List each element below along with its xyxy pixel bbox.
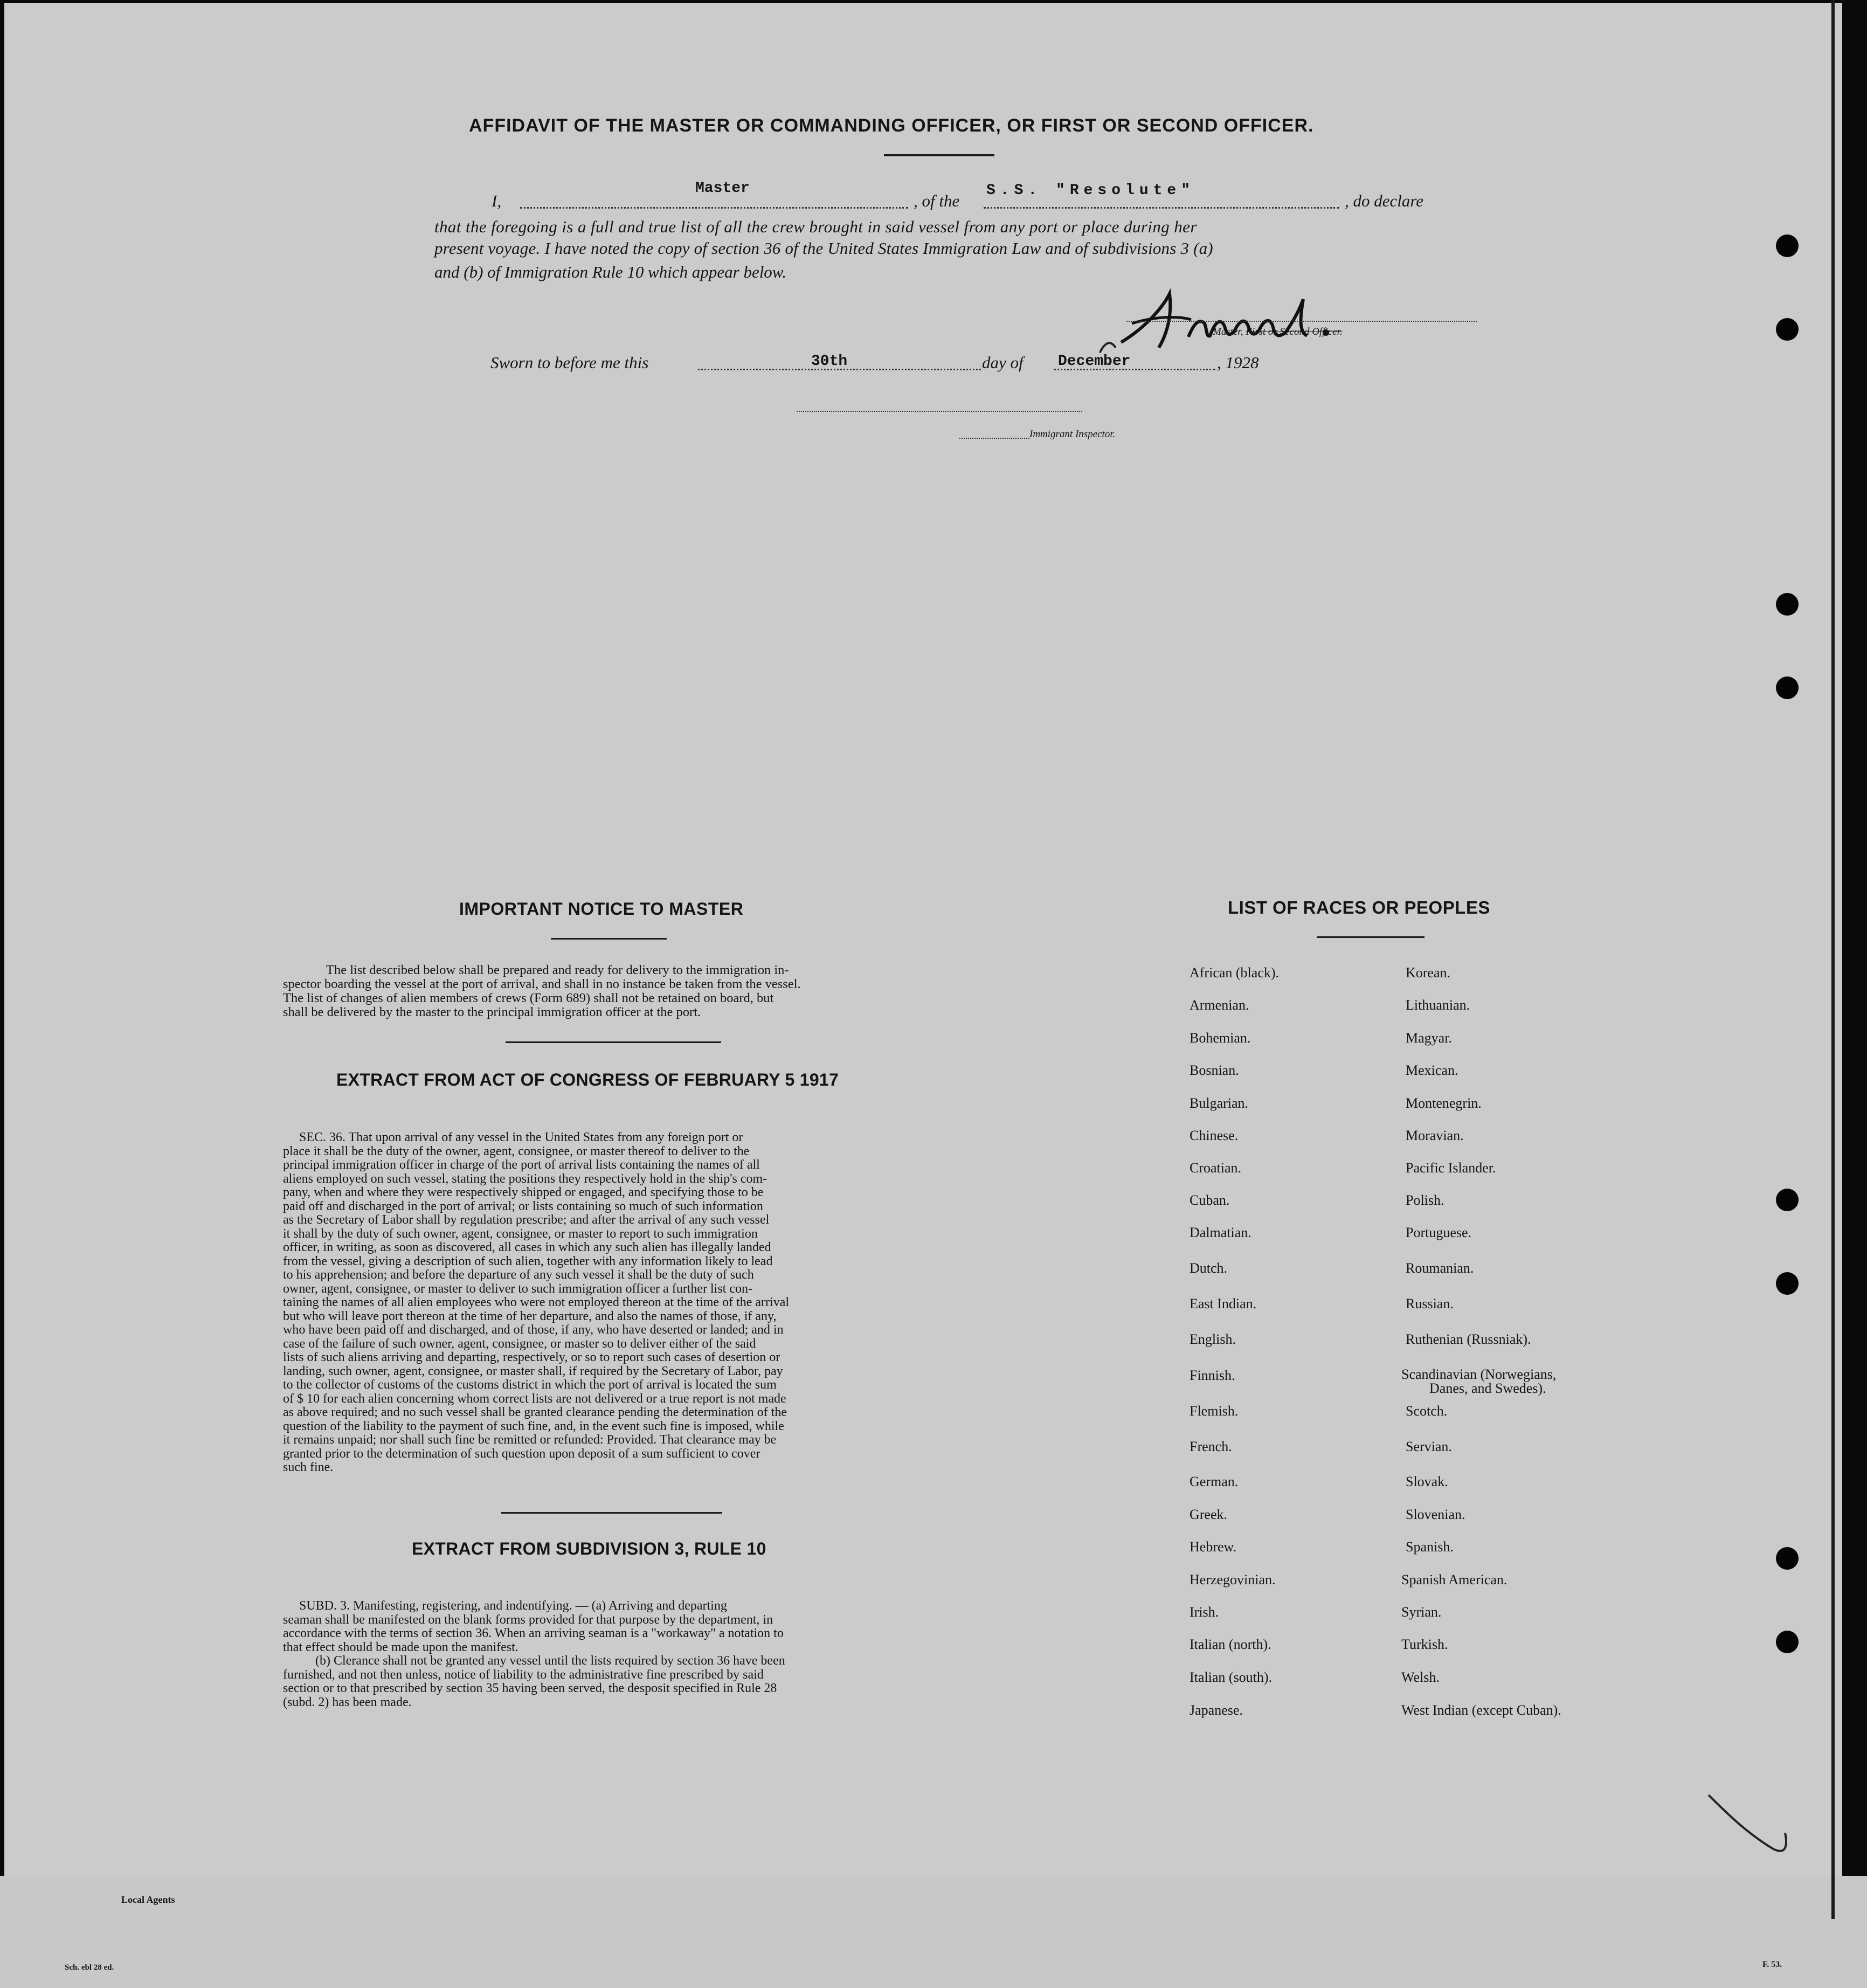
race-item: Russian.	[1406, 1296, 1454, 1311]
of-the-text: , of the	[914, 191, 960, 210]
do-declare-text: , do declare	[1345, 191, 1424, 210]
rule-10-line: (b) Clerance shall not be granted any vessel until the lists required by section 36 have been	[315, 1654, 785, 1668]
race-item: Croatian.	[1190, 1160, 1242, 1176]
rule-10-line: accordance with the terms of section 36. When an arriving seaman is a "workaway" a notation to	[283, 1626, 784, 1640]
punch-hole	[1776, 318, 1799, 341]
page-edge-line	[1831, 0, 1835, 1919]
sworn-text: Sworn to before me this	[490, 353, 649, 372]
section-36-line: as above required; and no such vessel shall be granted clearance pending the determination of the	[283, 1405, 787, 1419]
race-item: East Indian.	[1190, 1296, 1257, 1311]
race-item: Moravian.	[1406, 1128, 1464, 1143]
race-item: Herzegovinian.	[1190, 1572, 1276, 1587]
race-item: Welsh.	[1401, 1669, 1440, 1685]
rule-10-line: seaman shall be manifested on the blank forms provided for that purpose by the department, in	[283, 1612, 773, 1627]
section-36-line: pany, when and where they were respectively shipped or engaged, and specifying those to be	[283, 1185, 764, 1199]
rule-10-line: that effect should be made upon the manifest.	[283, 1640, 518, 1654]
race-item: German.	[1190, 1474, 1239, 1489]
race-item: Flemish.	[1190, 1403, 1239, 1419]
affidavit-title: AFFIDAVIT OF THE MASTER OR COMMANDING OFFICER, OR FIRST OR SECOND OFFICER.	[469, 115, 1314, 136]
race-item: Japanese.	[1190, 1702, 1243, 1718]
form-number: F. 53.	[1762, 1960, 1782, 1969]
section-36-line: taining the names of all alien employees who were not employed thereon at the time of the arrival	[283, 1295, 790, 1309]
race-item	[1401, 1368, 1556, 1396]
race-item: Bosnian.	[1190, 1062, 1239, 1078]
section-36-line: as the Secretary of Labor shall by regulation prescribe; and after the arrival of any such vessel	[283, 1213, 770, 1227]
race-item: English.	[1190, 1331, 1236, 1347]
race-item: Pacific Islander.	[1406, 1160, 1496, 1176]
race-item: Cuban.	[1190, 1192, 1230, 1208]
notice-rule	[551, 938, 667, 940]
section-36-line: from the vessel, giving a description of such alien, together with any information likely to lead	[283, 1254, 773, 1268]
race-item: African (black).	[1190, 965, 1280, 981]
master-caption: Master,	[1213, 326, 1243, 337]
inspector-line-2	[959, 438, 1029, 439]
punch-hole	[1776, 1189, 1799, 1211]
race-item: Slovenian.	[1406, 1507, 1465, 1522]
section-36-line: granted prior to the determination of such question upon deposit of a sum sufficient to cover	[283, 1446, 760, 1461]
affidavit-line4: and (b) of Immigration Rule 10 which appear below.	[434, 263, 786, 281]
section-36-line: but who will leave port thereon at the time of her departure, and also the names of those, if any,	[283, 1309, 777, 1323]
race-item-line: Danes, and Swedes).	[1429, 1380, 1546, 1396]
section-36-line: case of the failure of such owner, agent, consignee, or master so to deliver either of the said	[283, 1336, 756, 1351]
notice-text	[283, 963, 938, 1019]
race-item: Italian (south).	[1190, 1669, 1273, 1685]
race-item: Turkish.	[1401, 1637, 1448, 1652]
race-item: Spanish.	[1406, 1539, 1454, 1555]
section-36-line: paid off and discharged in the port of arrival; or lists containing so much of such information	[283, 1199, 763, 1213]
section-36-line: principal immigration officer in charge of the port of arrival lists containing the names of all	[283, 1158, 760, 1172]
races-rule	[1317, 936, 1425, 938]
day-of-text: day of	[982, 353, 1024, 372]
section-36-line: to his apprehension; and before the departure of any such vessel it shall be the duty of such	[283, 1268, 754, 1282]
notice-line: shall be delivered by the master to the principal immigration officer at the port.	[283, 1005, 701, 1019]
punch-hole	[1776, 1547, 1799, 1570]
race-item: Roumanian.	[1406, 1260, 1474, 1276]
race-item: Chinese.	[1190, 1128, 1239, 1143]
extract-act-title: EXTRACT FROM ACT OF CONGRESS OF FEBRUARY 5 1917	[336, 1070, 839, 1089]
section-36-line: question of the liability to the payment of such fine, and, in the event such fine is imposed, while	[283, 1419, 784, 1433]
punch-hole	[1776, 677, 1799, 699]
race-item: Syrian.	[1401, 1604, 1442, 1620]
punch-hole	[1776, 593, 1799, 616]
race-item: Dalmatian.	[1190, 1225, 1251, 1240]
race-item: Slovak.	[1406, 1474, 1448, 1489]
inspector-caption: Immigrant Inspector.	[1029, 429, 1116, 440]
race-item-line: Scandinavian (Norwegians,	[1401, 1366, 1557, 1382]
affidavit-line2: that the foregoing is a full and true list of all the crew brought in said vessel from any port or place during her	[434, 217, 1197, 236]
race-item: Montenegrin.	[1406, 1095, 1482, 1111]
race-item: Polish.	[1406, 1192, 1444, 1208]
notice-line: The list described below shall be prepared and ready for delivery to the immigration in-	[326, 963, 789, 977]
master-typed: Master	[695, 180, 750, 197]
section-36-line: of $ 10 for each alien concerning whom correct lists are not delivered or a true report is not made	[283, 1391, 786, 1406]
rule-10-line: (subd. 2) has been made.	[283, 1695, 412, 1709]
section-36-line: it shall by the duty of such owner, agent, consignee, or master to report to such immigration	[283, 1226, 758, 1241]
rule-10-line: furnished, and not then unless, notice of liability to the administrative fine prescribed by said	[283, 1667, 764, 1682]
local-agents-label: Local Agents	[121, 1894, 175, 1905]
race-item: French.	[1190, 1439, 1232, 1454]
section-36-line: who have been paid off and discharged, and of those, if any, who have deserted or landed; and in	[283, 1323, 784, 1337]
race-item: Armenian.	[1190, 997, 1249, 1013]
race-item: Italian (north).	[1190, 1637, 1271, 1652]
section-36-line: lists of such aliens arriving and departing, respectively, or so to report such cases of desertion or	[283, 1350, 780, 1364]
vessel-fill-line	[984, 207, 1339, 209]
master-signature	[1100, 272, 1401, 353]
notice-line: The list of changes of alien members of crews (Form 689) shall not be retained on board, but	[283, 991, 774, 1005]
year-text: , 1928	[1217, 353, 1259, 372]
extract-rule-title: EXTRACT FROM SUBDIVISION 3, RULE 10	[412, 1539, 766, 1558]
race-item: Portuguese.	[1406, 1225, 1472, 1240]
affidavit-line3: present voyage. I have noted the copy of section 36 of the United States Immigration Law and of subdivisions 3 (a)	[434, 239, 1213, 258]
schedule-code: Sch. ebl 28 ed.	[65, 1963, 114, 1972]
name-fill-line	[520, 207, 908, 209]
section-36-line: it remains unpaid; nor shall such fine be remitted or refunded: Provided. That clearance may be	[283, 1433, 777, 1447]
notice-title: IMPORTANT NOTICE TO MASTER	[459, 899, 744, 919]
section-36-line: such fine.	[283, 1460, 334, 1474]
section-36-line: owner, agent, consignee, or master to deliver to such immigration officer a further list con-	[283, 1281, 752, 1296]
race-item: Magyar.	[1406, 1030, 1452, 1046]
rule-10-line: section or to that prescribed by section 35 having been served, the desposit specified in Rule 28	[283, 1681, 777, 1695]
race-item: Servian.	[1406, 1439, 1452, 1454]
races-title: LIST OF RACES OR PEOPLES	[1228, 898, 1490, 917]
section-36-line: place it shall be the duty of the owner, agent, consignee, or master thereof to deliver to the	[283, 1144, 750, 1158]
punch-hole	[1776, 1631, 1799, 1653]
document-page-bottom	[0, 1876, 1867, 1988]
race-item: Spanish American.	[1401, 1572, 1508, 1587]
race-item: Bulgarian.	[1190, 1095, 1249, 1111]
inspector-line-1	[797, 411, 1082, 412]
section-36-line: SEC. 36. That upon arrival of any vessel in the United States from any foreign port or	[299, 1130, 743, 1144]
race-item: Hebrew.	[1190, 1539, 1237, 1555]
month-typed: December	[1058, 353, 1131, 370]
section-36-line: aliens employed on such vessel, stating the positions they respectively hold in the ship's com-	[283, 1171, 767, 1186]
title-rule	[884, 154, 994, 156]
race-item: Ruthenian (Russniak).	[1406, 1331, 1531, 1347]
pen-mark	[1703, 1790, 1795, 1860]
race-item: Bohemian.	[1190, 1030, 1251, 1046]
race-item: Korean.	[1406, 965, 1451, 981]
rule-10-line: SUBD. 3. Manifesting, registering, and indentifying. — (a) Arriving and departing	[299, 1599, 727, 1613]
notice-bottom-rule	[506, 1041, 721, 1043]
race-item: West Indian (except Cuban).	[1401, 1702, 1561, 1718]
signature-line	[1126, 321, 1477, 322]
vessel-typed: S.S. "Resolute"	[986, 182, 1195, 199]
day-typed: 30th	[811, 353, 848, 370]
section-36-line: officer, in writing, as soon as discovered, all cases in which any such alien has illegally landed	[283, 1240, 771, 1254]
race-item: Greek.	[1190, 1507, 1228, 1522]
section-36-text	[283, 1131, 938, 1475]
race-item: Mexican.	[1406, 1062, 1458, 1078]
punch-hole	[1776, 234, 1799, 257]
struck-officer-caption: First or Second Officer.	[1246, 326, 1343, 337]
race-item: Finnish.	[1190, 1368, 1235, 1383]
race-item: Scotch.	[1406, 1403, 1448, 1419]
race-item: Irish.	[1190, 1604, 1219, 1620]
affidavit-i: I,	[492, 191, 502, 210]
punch-hole	[1776, 1272, 1799, 1295]
act-bottom-rule	[501, 1512, 722, 1514]
notice-line: spector boarding the vessel at the port of arrival, and shall in no instance be taken from the vessel.	[283, 977, 801, 991]
section-36-line: to the collector of customs of the customs district in which the port of arrival is located the sum	[283, 1378, 777, 1392]
signature-caption	[1213, 326, 1343, 338]
race-item: Lithuanian.	[1406, 997, 1470, 1013]
race-item: Dutch.	[1190, 1260, 1228, 1276]
section-36-line: landing, such owner, agent, consignee, or master shall, if required by the Secretary of Labor, pay	[283, 1364, 783, 1378]
rule-10-text	[283, 1599, 938, 1709]
